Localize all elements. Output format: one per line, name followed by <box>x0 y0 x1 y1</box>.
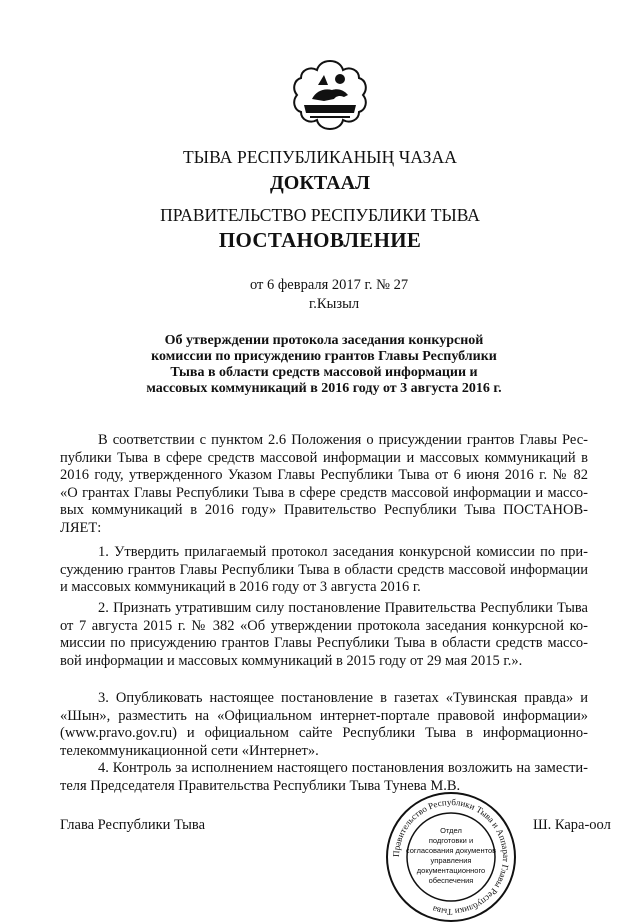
official-stamp <box>384 790 518 924</box>
header-tyvan-doc-type: ДОКТААЛ <box>270 172 370 194</box>
header-doc-type: ПОСТАНОВЛЕНИЕ <box>218 228 422 252</box>
document-city: г.Кызыл <box>309 296 360 312</box>
signatory-name: Ш. Кара-оол <box>533 817 611 833</box>
document-date-number: от 6 февраля 2017 г. № 27 <box>250 277 409 293</box>
paragraph-line: ЛЯЕТ: <box>60 519 102 536</box>
paragraph-line: «О грантах Главы Республики Тыва в сфере средств массовой информации и массо- <box>60 484 588 501</box>
stamp-line: управления <box>430 856 472 865</box>
paragraph-line: и массовых коммуникаций в 2016 году от 3 августа 2016 г. <box>60 579 421 595</box>
paragraph-line: 3. Опубликовать настоящее постановление в газетах «Тувинская правда» и <box>98 690 588 706</box>
item-3-paragraph <box>60 690 588 760</box>
paragraph-line: вой информации и массовых коммуникаций в 2015 году от 29 мая 2015 г.». <box>60 652 523 669</box>
paragraph-line: миссии по присуждению грантов Главы Республики Тыва в области средств массо- <box>60 635 588 651</box>
stamp-line: обеспечения <box>428 876 474 885</box>
stamp-line: подготовки и <box>428 836 474 845</box>
paragraph-line: «Шын», разместить на «Официальном интернет-портале правовой информации» <box>60 707 588 724</box>
paragraph-line: вых коммуникаций в 2016 году» Правительство Республики Тыва ПОСТАНОВ- <box>60 502 588 518</box>
paragraph-line: публики Тыва в сфере средств массовой информации и массовых коммуникаций в <box>60 449 588 466</box>
tuva-coat-of-arms-emblem <box>290 55 370 135</box>
stamp-line: согласования документов <box>405 846 497 855</box>
paragraph-line: 4. Контроль за исполнением настоящего постановления возложить на замести- <box>98 760 588 776</box>
paragraph-line: 1. Утвердить прилагаемый протокол заседания конкурсной комиссии по при- <box>98 544 588 560</box>
paragraph-line: 2. Признать утратившим силу постановление Правительства Республики Тыва <box>98 600 588 616</box>
header-government: ПРАВИТЕЛЬСТВО РЕСПУБЛИКИ ТЫВА <box>160 205 480 225</box>
document-title <box>130 333 518 397</box>
paragraph-line: теля Председателя Правительства Республики Тыва Тунева М.В. <box>60 777 461 794</box>
item-1-paragraph <box>60 544 588 597</box>
preamble-paragraph <box>60 432 588 537</box>
paragraph-line: (www.pravo.gov.ru) и официальном сайте Республики Тыва в информационно- <box>60 725 588 741</box>
title-line: массовых коммуникаций в 2016 году от 3 августа 2016 г. <box>146 381 502 396</box>
title-line: Об утверждении протокола заседания конкурсной <box>164 333 484 348</box>
paragraph-line: 2016 году, утвержденного Указом Главы Республики Тыва от 6 июня 2016 г. № 82 <box>60 467 588 483</box>
paragraph-line: от 7 августа 2015 г. № 382 «Об утверждении протокола заседания конкурсной ко- <box>60 617 588 634</box>
paragraph-line: суждению грантов Главы Республики Тыва в области средств массовой информации <box>60 561 588 578</box>
stamp-line: Отдел <box>440 826 462 835</box>
paragraph-line: телекоммуникационной сети «Интернет». <box>60 742 319 759</box>
title-line: Тыва в области средств массовой информации и <box>170 365 478 380</box>
paragraph-line: В соответствии с пунктом 2.6 Положения о присуждении грантов Главы Рес- <box>98 432 588 448</box>
item-2-paragraph <box>60 600 588 670</box>
stamp-line: документационного <box>416 866 486 875</box>
header-tyvan-government: ТЫВА РЕСПУБЛИКАНЫҢ ЧАЗАА <box>182 147 458 167</box>
signatory-position: Глава Республики Тыва <box>60 817 206 833</box>
stamp-ring-text: Правительство Республики Тыва и Аппарат Главы Республики Тыва <box>390 796 512 918</box>
title-line: комиссии по присуждению грантов Главы Республики <box>151 349 497 364</box>
